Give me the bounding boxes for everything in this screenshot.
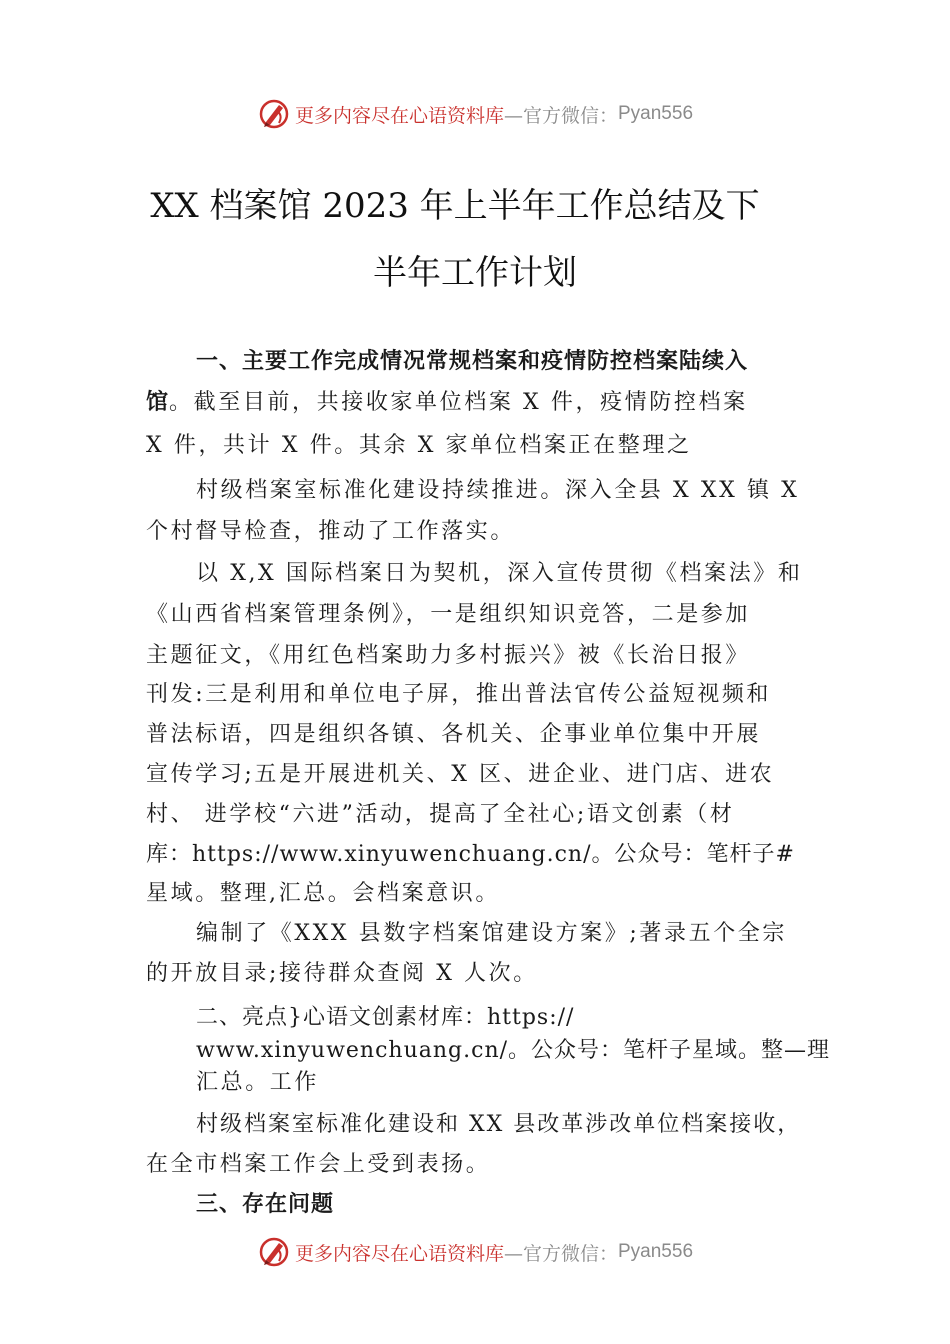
body-line: www.xinyuwenchuang.cn/。公众号：笔杆子星域。整—理 [196,1038,831,1063]
body-line [146,388,748,418]
watermark-footer [0,1232,950,1272]
body-line: 村级档案室标准化建设持续推进。深入全县 X XX 镇 X [196,478,800,503]
watermark-site-name: 更多内容尽在心语资料库 [294,1242,504,1265]
body-line: X 件，共计 X 件。其余 X 家单位档案正在整理之 [146,433,692,458]
body-line: 普法标语，四是组织各镇、各机关、企事业单位集中开展 [146,722,762,747]
body-line: 《山西省档案管理条例》，一是组织知识竞答，二是参加 [146,602,751,627]
watermark-site-name: 更多内容尽在心语资料库 [294,104,504,127]
body-line: 的开放目录;接待群众查阅 X 人次。 [146,961,538,986]
watermark-wechat-id: Pyan556 [618,1241,694,1262]
watermark-wechat-label: —官方微信： [503,1242,618,1265]
pen-logo-icon [257,1235,291,1269]
watermark-wechat-id: Pyan556 [618,103,694,124]
body-line: 村、 进学校“六进”活动，提高了全社心;语文创素（材 [146,802,735,827]
body-text: 。截至目前，共接收家单位档案 X 件，疫情防控档案 [169,390,748,415]
body-line: 村级档案室标准化建设和 XX 县改革涉改单位档案接收， [196,1112,802,1137]
body-line: 刊发:三是利用和单位电子屏，推出普法官传公益短视频和 [146,682,772,707]
body-line: 在全市档案工作会上受到表扬。 [146,1152,491,1177]
section-heading-3: 三、存在问题 [196,1192,335,1217]
document-title-line-1: XX 档案馆 2023 年上半年工作总结及下 [150,186,760,226]
body-line: 编制了《XXX 县数字档案馆建设方案》;著录五个全宗 [196,921,787,946]
section-heading-1: 一、主要工作完成情况常规档案和疫情防控档案陆续入 [196,349,749,374]
watermark-header [0,94,950,134]
section-heading-2: 二、亮点}心语文创素材库：https:// [196,1005,575,1030]
body-line: 星域。整理,汇总。会档案意识。 [146,881,500,906]
body-line: 宣传学习;五是开展进机关、X 区、进企业、进门店、进农 [146,762,775,787]
watermark-wechat-label: —官方微信： [503,104,618,127]
body-line: 个村督导检查，推动了工作落实。 [146,519,516,544]
body-line: 库：https://www.xinyuwenchuang.cn/。公众号：笔杆子# [146,842,795,867]
body-line: 汇总。工作 [196,1070,320,1095]
pen-logo-icon [257,97,291,131]
body-line: 主题征文，《用红色档案助力多村振兴》被《长治日报》 [146,643,751,668]
body-bold-char: 馆 [146,390,170,415]
body-line: 以 X,X 国际档案日为契机，深入宣传贯彻《档案法》和 [196,561,803,586]
document-title-line-2: 半年工作计划 [373,253,577,293]
